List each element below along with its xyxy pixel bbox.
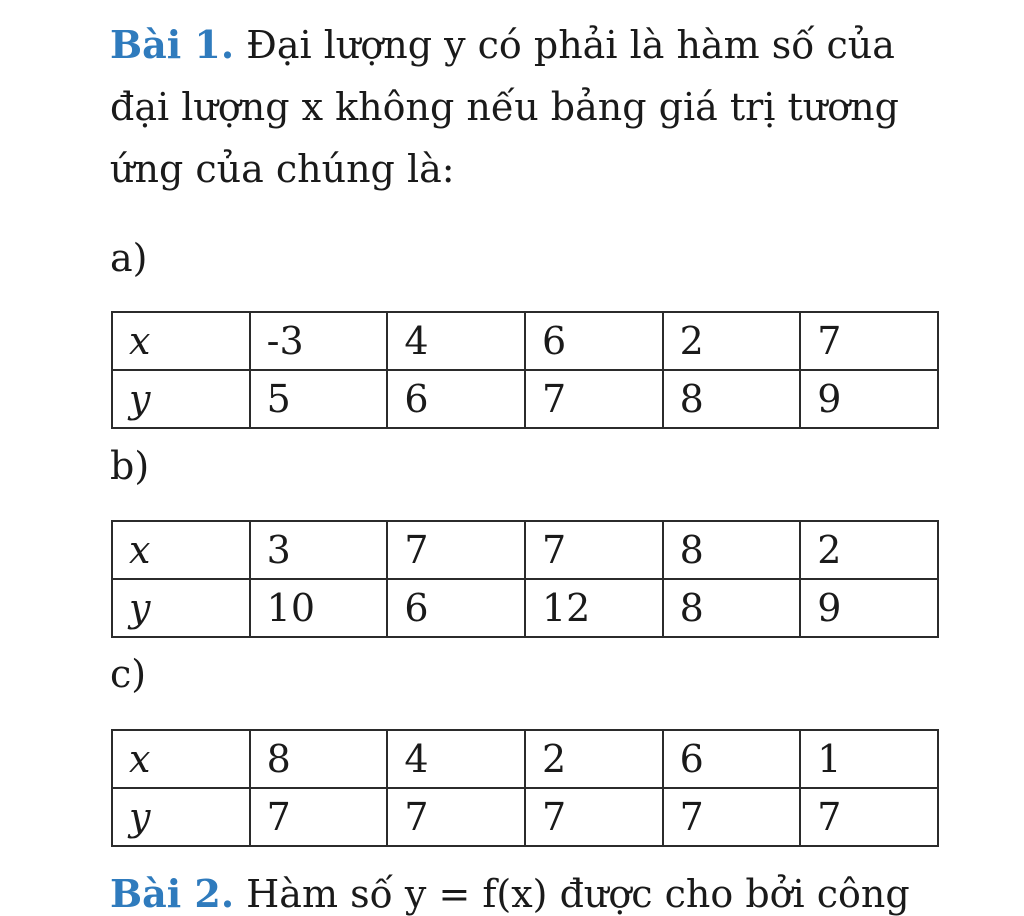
row-header-x: x [112, 312, 250, 370]
table-cell: 7 [525, 370, 663, 428]
table-row-x [112, 312, 938, 370]
table-cell: 7 [525, 788, 663, 846]
table-cell: 6 [663, 730, 801, 788]
part-a-label: a) [110, 236, 148, 280]
next-problem-statement [110, 872, 910, 916]
table-row-y [112, 579, 938, 637]
table-cell: 7 [663, 788, 801, 846]
row-header-y: y [112, 579, 250, 637]
table-cell: 6 [387, 370, 525, 428]
table-cell: 6 [387, 579, 525, 637]
problem-1-label: Bài 1. [110, 22, 235, 67]
part-b-label: b) [110, 444, 150, 488]
row-header-y: y [112, 788, 250, 846]
table-cell: 2 [525, 730, 663, 788]
table-cell: 6 [525, 312, 663, 370]
row-header-x: x [112, 730, 250, 788]
table-cell: 4 [387, 730, 525, 788]
next-problem-text: Hàm số y = f(x) được cho bởi công [234, 872, 910, 916]
part-c-label: c) [110, 652, 147, 696]
table-row-y [112, 788, 938, 846]
problem-1-statement [110, 14, 950, 200]
value-table-a [111, 311, 939, 429]
table-cell: 3 [250, 521, 388, 579]
table-cell: 9 [800, 370, 938, 428]
table-cell: 9 [800, 579, 938, 637]
value-table-c [111, 729, 939, 847]
table-cell: 10 [250, 579, 388, 637]
table-cell: 7 [800, 788, 938, 846]
row-header-y: y [112, 370, 250, 428]
table-cell: 8 [663, 370, 801, 428]
table-cell: 1 [800, 730, 938, 788]
table-cell: 8 [663, 579, 801, 637]
table-cell: 5 [250, 370, 388, 428]
table-cell: -3 [250, 312, 388, 370]
table-cell: 4 [387, 312, 525, 370]
table-cell: 7 [525, 521, 663, 579]
problem-1-text: Đại lượng y có phải là hàm số của đại lượng x không nếu bảng giá trị tương ứng của chúng là: [110, 23, 899, 191]
table-row-x [112, 730, 938, 788]
table-cell: 7 [800, 312, 938, 370]
value-table-b [111, 520, 939, 638]
row-header-x: x [112, 521, 250, 579]
table-cell: 7 [387, 521, 525, 579]
table-row-x [112, 521, 938, 579]
table-cell: 12 [525, 579, 663, 637]
table-row-y [112, 370, 938, 428]
table-cell: 8 [250, 730, 388, 788]
table-cell: 8 [663, 521, 801, 579]
table-cell: 2 [800, 521, 938, 579]
next-problem-label: Bài 2. [110, 871, 235, 916]
table-cell: 7 [250, 788, 388, 846]
table-cell: 2 [663, 312, 801, 370]
table-cell: 7 [387, 788, 525, 846]
